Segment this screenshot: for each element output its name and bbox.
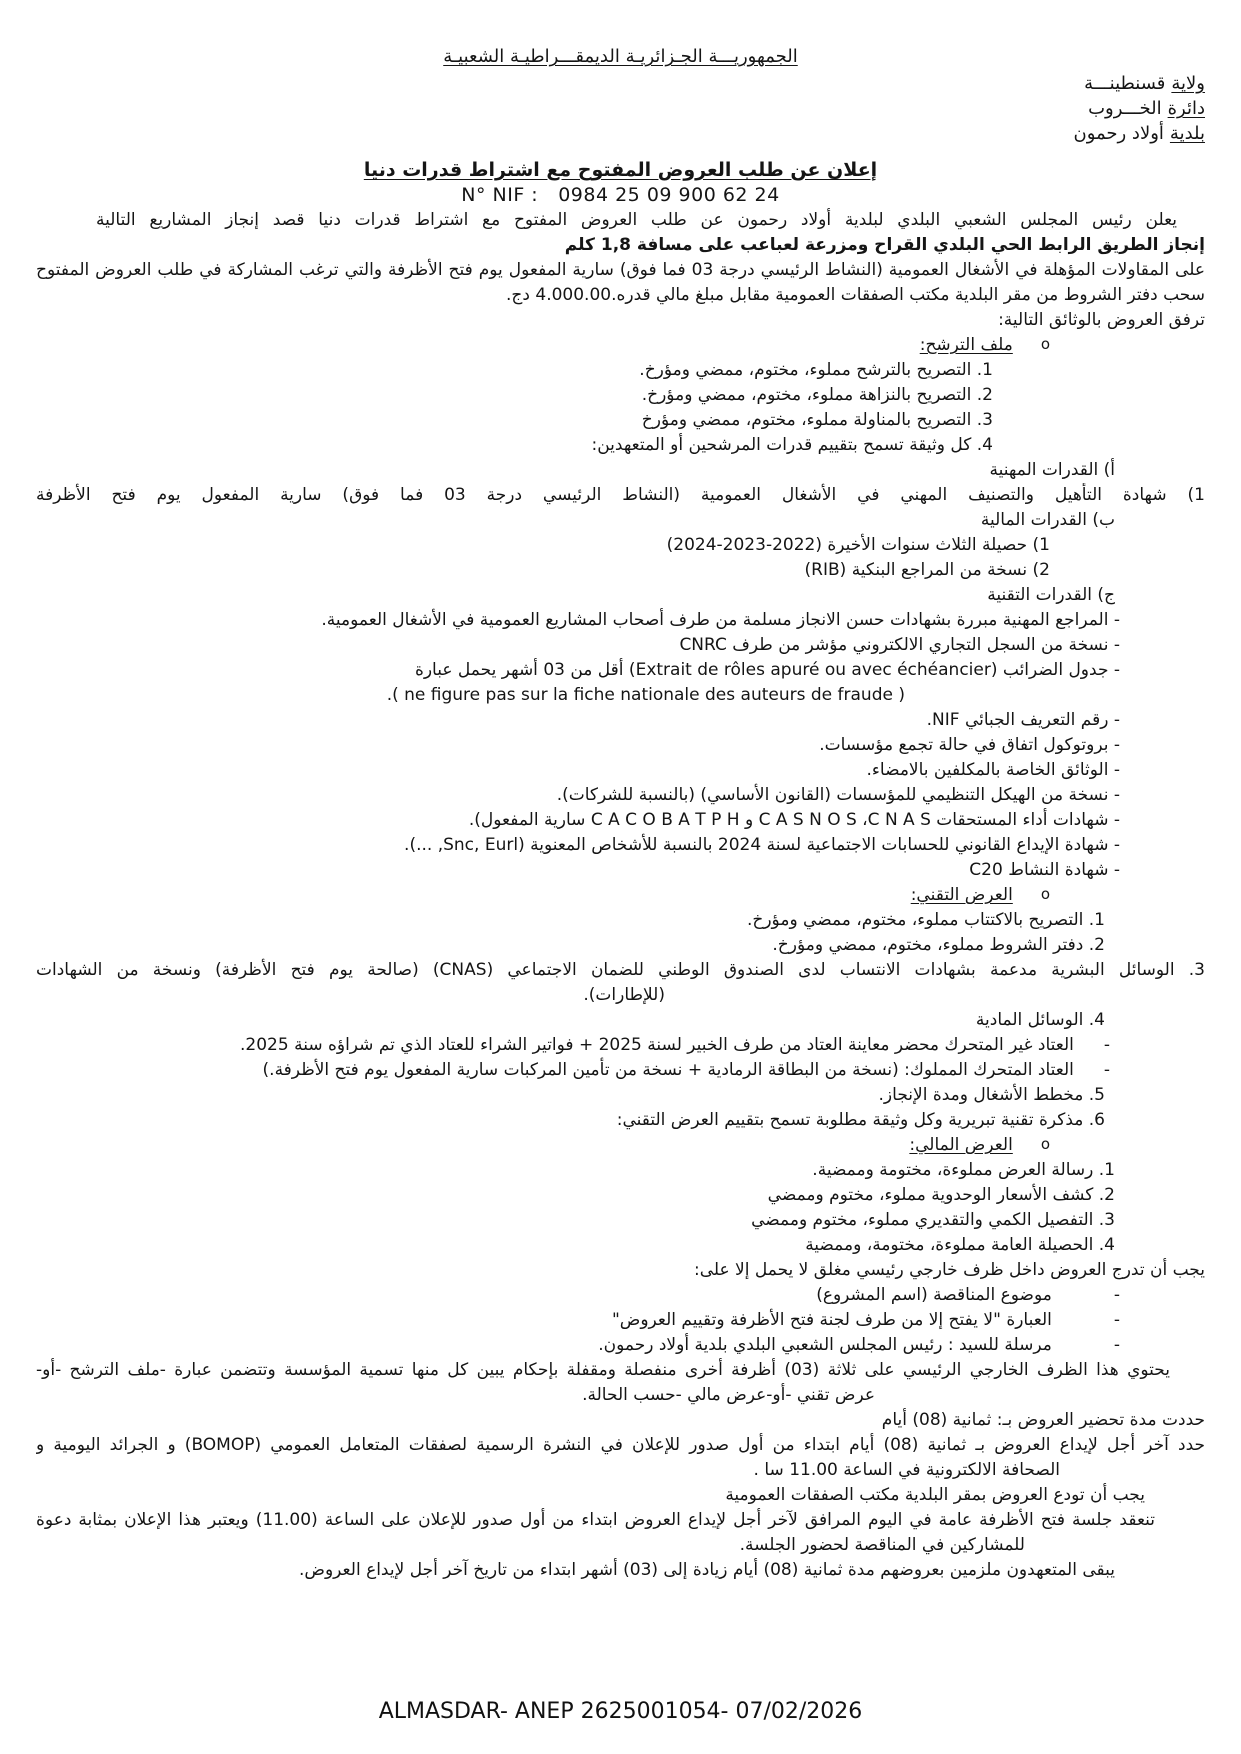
circle-bullet-icon: o (1040, 335, 1050, 353)
candidacy-file-heading (36, 333, 1205, 358)
equipment-item-text: العتاد غير المتحرك محضر معاينة العتاد من طرف الخبير لسنة 2025 + فواتير الشراء للعتاد الذي تم شراؤه سنة 2025. (240, 1035, 1074, 1055)
equipment-item (36, 1058, 1205, 1083)
authority-line-wilaya (36, 71, 1205, 96)
project-line: إنجاز الطريق الرابط الحي البلدي القراح ومزرعة لعباعب على مسافة 1,8 كلم (564, 235, 1205, 255)
dash-marker: - (1113, 1310, 1120, 1330)
technical-capacity-item: - المراجع المهنية مبررة بشهادات حسن الانجاز مسلمة من طرف أصحاب المشاريع العمومية في الأشغال العمومية. (321, 610, 1120, 630)
fraud-note-line: ( ne figure pas sur la fiche nationale des auteurs de fraude ). (386, 685, 905, 705)
technical-offer-item: 5. مخطط الأشغال ومدة الإنجاز. (878, 1085, 1105, 1105)
eligibility-line: على المقاولات المؤهلة في الأشغال العمومية (النشاط الرئيسي درجة 03 فما فوق) سارية المفعول يوم فتح الأظرفة والتي ترغب المشاركة في طلب العروض المفتوح (36, 260, 1205, 280)
equipment-item (36, 1033, 1205, 1058)
candidacy-item: 1. التصريح بالترشح مملوء، مختوم، ممضي ومؤرخ. (639, 360, 993, 380)
technical-capacity-item: - شهادة الإيداع القانوني للحسابات الاجتماعية لسنة 2024 بالنسبة للأشخاص المعنوية (Snc, Eurl, ...). (404, 835, 1120, 855)
candidacy-item: 2. التصريح بالنزاهة مملوء، مختوم، ممضي ومؤرخ. (641, 385, 993, 405)
envelope-instructions-line: يجب أن تدرج العروض داخل ظرف خارجي رئيسي مغلق لا يحمل إلا على: (693, 1260, 1205, 1280)
opening-session-line-1: تنعقد جلسة فتح الأظرفة عامة في اليوم المرافق لآخر أجل لإيداع العروض ابتداء من أول صدور للإعلان على الساعة (11.00) ويعتبر هذا الإعلان بمثابة دعوة (36, 1510, 1156, 1530)
authority-daira-word: دائرة (1167, 98, 1205, 119)
envelope-marking-item (36, 1283, 1205, 1308)
authority-block (36, 71, 1205, 146)
submission-deadline-line-2: الصحافة الالكترونية في الساعة 11.00 سا . (753, 1460, 1060, 1480)
dash-marker: - (1103, 1035, 1110, 1055)
candidacy-file-heading-label: ملف الترشح: (919, 335, 1013, 355)
envelope-marking-text: العبارة "لا يفتح إلا من طرف لجنة فتح الأظرفة وتقييم العروض" (611, 1310, 1052, 1330)
financial-offer-item: 3. التفصيل الكمي والتقديري مملوء، مختوم وممضي (751, 1210, 1115, 1230)
nif-label: N° NIF : (461, 184, 539, 206)
technical-offer-heading-label: العرض التقني: (910, 885, 1013, 905)
professional-capacities-heading: أ) القدرات المهنية (989, 460, 1115, 480)
professional-capacity-item: 1) شهادة التأهيل والتصنيف المهني في الأشغال العمومية (النشاط الرئيسي درجة 03 فما فوق) سارية المفعول يوم فتح الأظرفة (36, 485, 1205, 505)
republic-title: الجمهوريـــة الجـزائريـة الديمقـــراطيـة الشعبيـة (443, 46, 798, 67)
technical-offer-item: 6. مذكرة تقنية تبريرية وكل وثيقة مطلوبة تسمح بتقييم العرض التقني: (616, 1110, 1105, 1130)
technical-capacity-item: - شهادات أداء المستحقات C A S N O S ،C N A S و C A C O B A T P H سارية المفعول). (468, 810, 1120, 830)
financial-offer-heading-label: العرض المالي: (909, 1135, 1013, 1155)
technical-offer-item-continuation: (للإطارات). (583, 985, 665, 1005)
financial-offer-heading (36, 1133, 1205, 1158)
financial-capacity-item: 1) حصيلة الثلاث سنوات الأخيرة (2022-2023-2024) (666, 535, 1050, 555)
footer-reference: ALMASDAR- ANEP 2625001054- 07/02/2026 (378, 1699, 863, 1724)
technical-offer-item: 3. الوسائل البشرية مدعمة بشهادات الانتساب لدى الصندوق الوطني للضمان الاجتماعي (CNAS) (صالحة يوم فتح الأظرفة) ونسخة من الشهادات (36, 960, 1205, 980)
documents-intro-line: ترفق العروض بالوثائق التالية: (998, 310, 1205, 330)
financial-offer-item: 1. رسالة العرض مملوءة، مختومة وممضية. (812, 1160, 1115, 1180)
financial-offer-item: 4. الحصيلة العامة مملوءة، مختومة، وممضية (805, 1235, 1115, 1255)
submission-deadline-line-1: حدد آخر أجل لإيداع العروض بـ ثمانية (08) أيام ابتداء من أول صدور للإعلان في النشرة الرسمية لصفقات المتعامل العمومي (BOMOP) و الجرائد اليومية و (36, 1435, 1205, 1455)
booklet-withdrawal-line: سحب دفتر الشروط من مقر البلدية مكتب الصفقات العمومية مقابل مبلغ مالي قدره.4.000.00 دج. (506, 285, 1205, 305)
intro-paragraph: يعلن رئيس المجلس الشعبي البلدي لبلدية أولاد رحمون عن طلب العروض المفتوح مع اشتراط قدرات دنيا قصد إنجاز المشاريع التالية (96, 210, 1177, 230)
technical-capacity-item: - بروتوكول اتفاق في حالة تجمع مؤسسات. (819, 735, 1120, 755)
financial-capacity-item: 2) نسخة من المراجع البنكية (RIB) (804, 560, 1050, 580)
offers-validity-line: يبقى المتعهدون ملزمين بعروضهم مدة ثمانية (08) أيام زيادة إلى (03) أشهر ابتداء من تاريخ آخر أجل لإيداع العروض. (299, 1560, 1115, 1580)
authority-commune-name: أولاد رحمون (1073, 123, 1164, 144)
nif-line (36, 183, 1205, 208)
dash-marker: - (1103, 1060, 1110, 1080)
circle-bullet-icon: o (1040, 885, 1050, 903)
deposit-location-line: يجب أن تودع العروض بمقر البلدية مكتب الصفقات العمومية (725, 1485, 1145, 1505)
authority-wilaya-word: ولاية (1171, 73, 1205, 94)
technical-capacity-item: - جدول الضرائب (Extrait de rôles apuré ou avec échéancier) أقل من 03 أشهر يحمل عبارة (414, 660, 1120, 680)
candidacy-item: 4. كل وثيقة تسمح بتقييم قدرات المرشحين أو المتعهدين: (591, 435, 993, 455)
technical-offer-item: 1. التصريح بالاكتتاب مملوء، مختوم، ممضي ومؤرخ. (746, 910, 1105, 930)
authority-line-daira (36, 96, 1205, 121)
preparation-period-line: حددت مدة تحضير العروض بـ: ثمانية (08) أيام (881, 1410, 1205, 1430)
technical-capacity-item: - شهادة النشاط C20 (969, 860, 1120, 880)
envelope-marking-text: مرسلة للسيد : رئيس المجلس الشعبي البلدي بلدية أولاد رحمون. (598, 1335, 1052, 1355)
technical-capacity-item: - الوثائق الخاصة بالمكلفين بالامضاء. (866, 760, 1120, 780)
envelope-marking-text: موضوع المناقصة (اسم المشروع) (816, 1285, 1052, 1305)
nif-value: 0984 25 09 900 62 24 (558, 184, 780, 206)
envelope-marking-item (36, 1308, 1205, 1333)
envelope-detail-line-1: يحتوي هذا الظرف الخارجي الرئيسي على ثلاثة (03) أظرفة أخرى منفصلة ومقفلة بإحكام يبين كل منها تسمية المؤسسة وتتضمن عبارة -ملف الترشح -أو- (36, 1360, 1170, 1380)
financial-offer-item: 2. كشف الأسعار الوحدوية مملوء، مختوم وممضي (767, 1185, 1115, 1205)
financial-capacities-heading: ب) القدرات المالية (980, 510, 1115, 530)
authority-commune-word: بلدية (1169, 123, 1205, 144)
technical-offer-item: 2. دفتر الشروط مملوء، مختوم، ممضي ومؤرخ. (772, 935, 1105, 955)
opening-session-line-2: للمشاركين في المناقصة لحضور الجلسة. (739, 1535, 1025, 1555)
authority-wilaya-name: قسنطينـــة (1084, 73, 1166, 94)
technical-capacities-heading: ج) القدرات التقنية (987, 585, 1115, 605)
authority-daira-name: الخـــروب (1088, 98, 1162, 119)
technical-offer-heading (36, 883, 1205, 908)
technical-capacity-item: - رقم التعريف الجبائي NIF. (926, 710, 1120, 730)
circle-bullet-icon: o (1040, 1135, 1050, 1153)
dash-marker: - (1113, 1335, 1120, 1355)
dash-marker: - (1113, 1285, 1120, 1305)
candidacy-item: 3. التصريح بالمناولة مملوء، مختوم، ممضي ومؤرخ (641, 410, 993, 430)
envelope-marking-item (36, 1333, 1205, 1358)
equipment-item-text: العتاد المتحرك المملوك: (نسخة من البطاقة الرمادية + نسخة من تأمين المركبات سارية المفعول يوم فتح الأظرفة.) (262, 1060, 1074, 1080)
envelope-detail-line-2: عرض تقني -أو-عرض مالي -حسب الحالة. (582, 1385, 875, 1405)
technical-capacity-item: - نسخة من السجل التجاري الالكتروني مؤشر من طرف CNRC (679, 635, 1120, 655)
notice-title: إعلان عن طلب العروض المفتوح مع اشتراط قدرات دنيا (363, 159, 878, 181)
technical-capacity-item: - نسخة من الهيكل التنظيمي للمؤسسات (القانون الأساسي) (بالنسبة للشركات). (556, 785, 1120, 805)
technical-offer-item: 4. الوسائل المادية (975, 1010, 1105, 1030)
authority-line-commune (36, 121, 1205, 146)
